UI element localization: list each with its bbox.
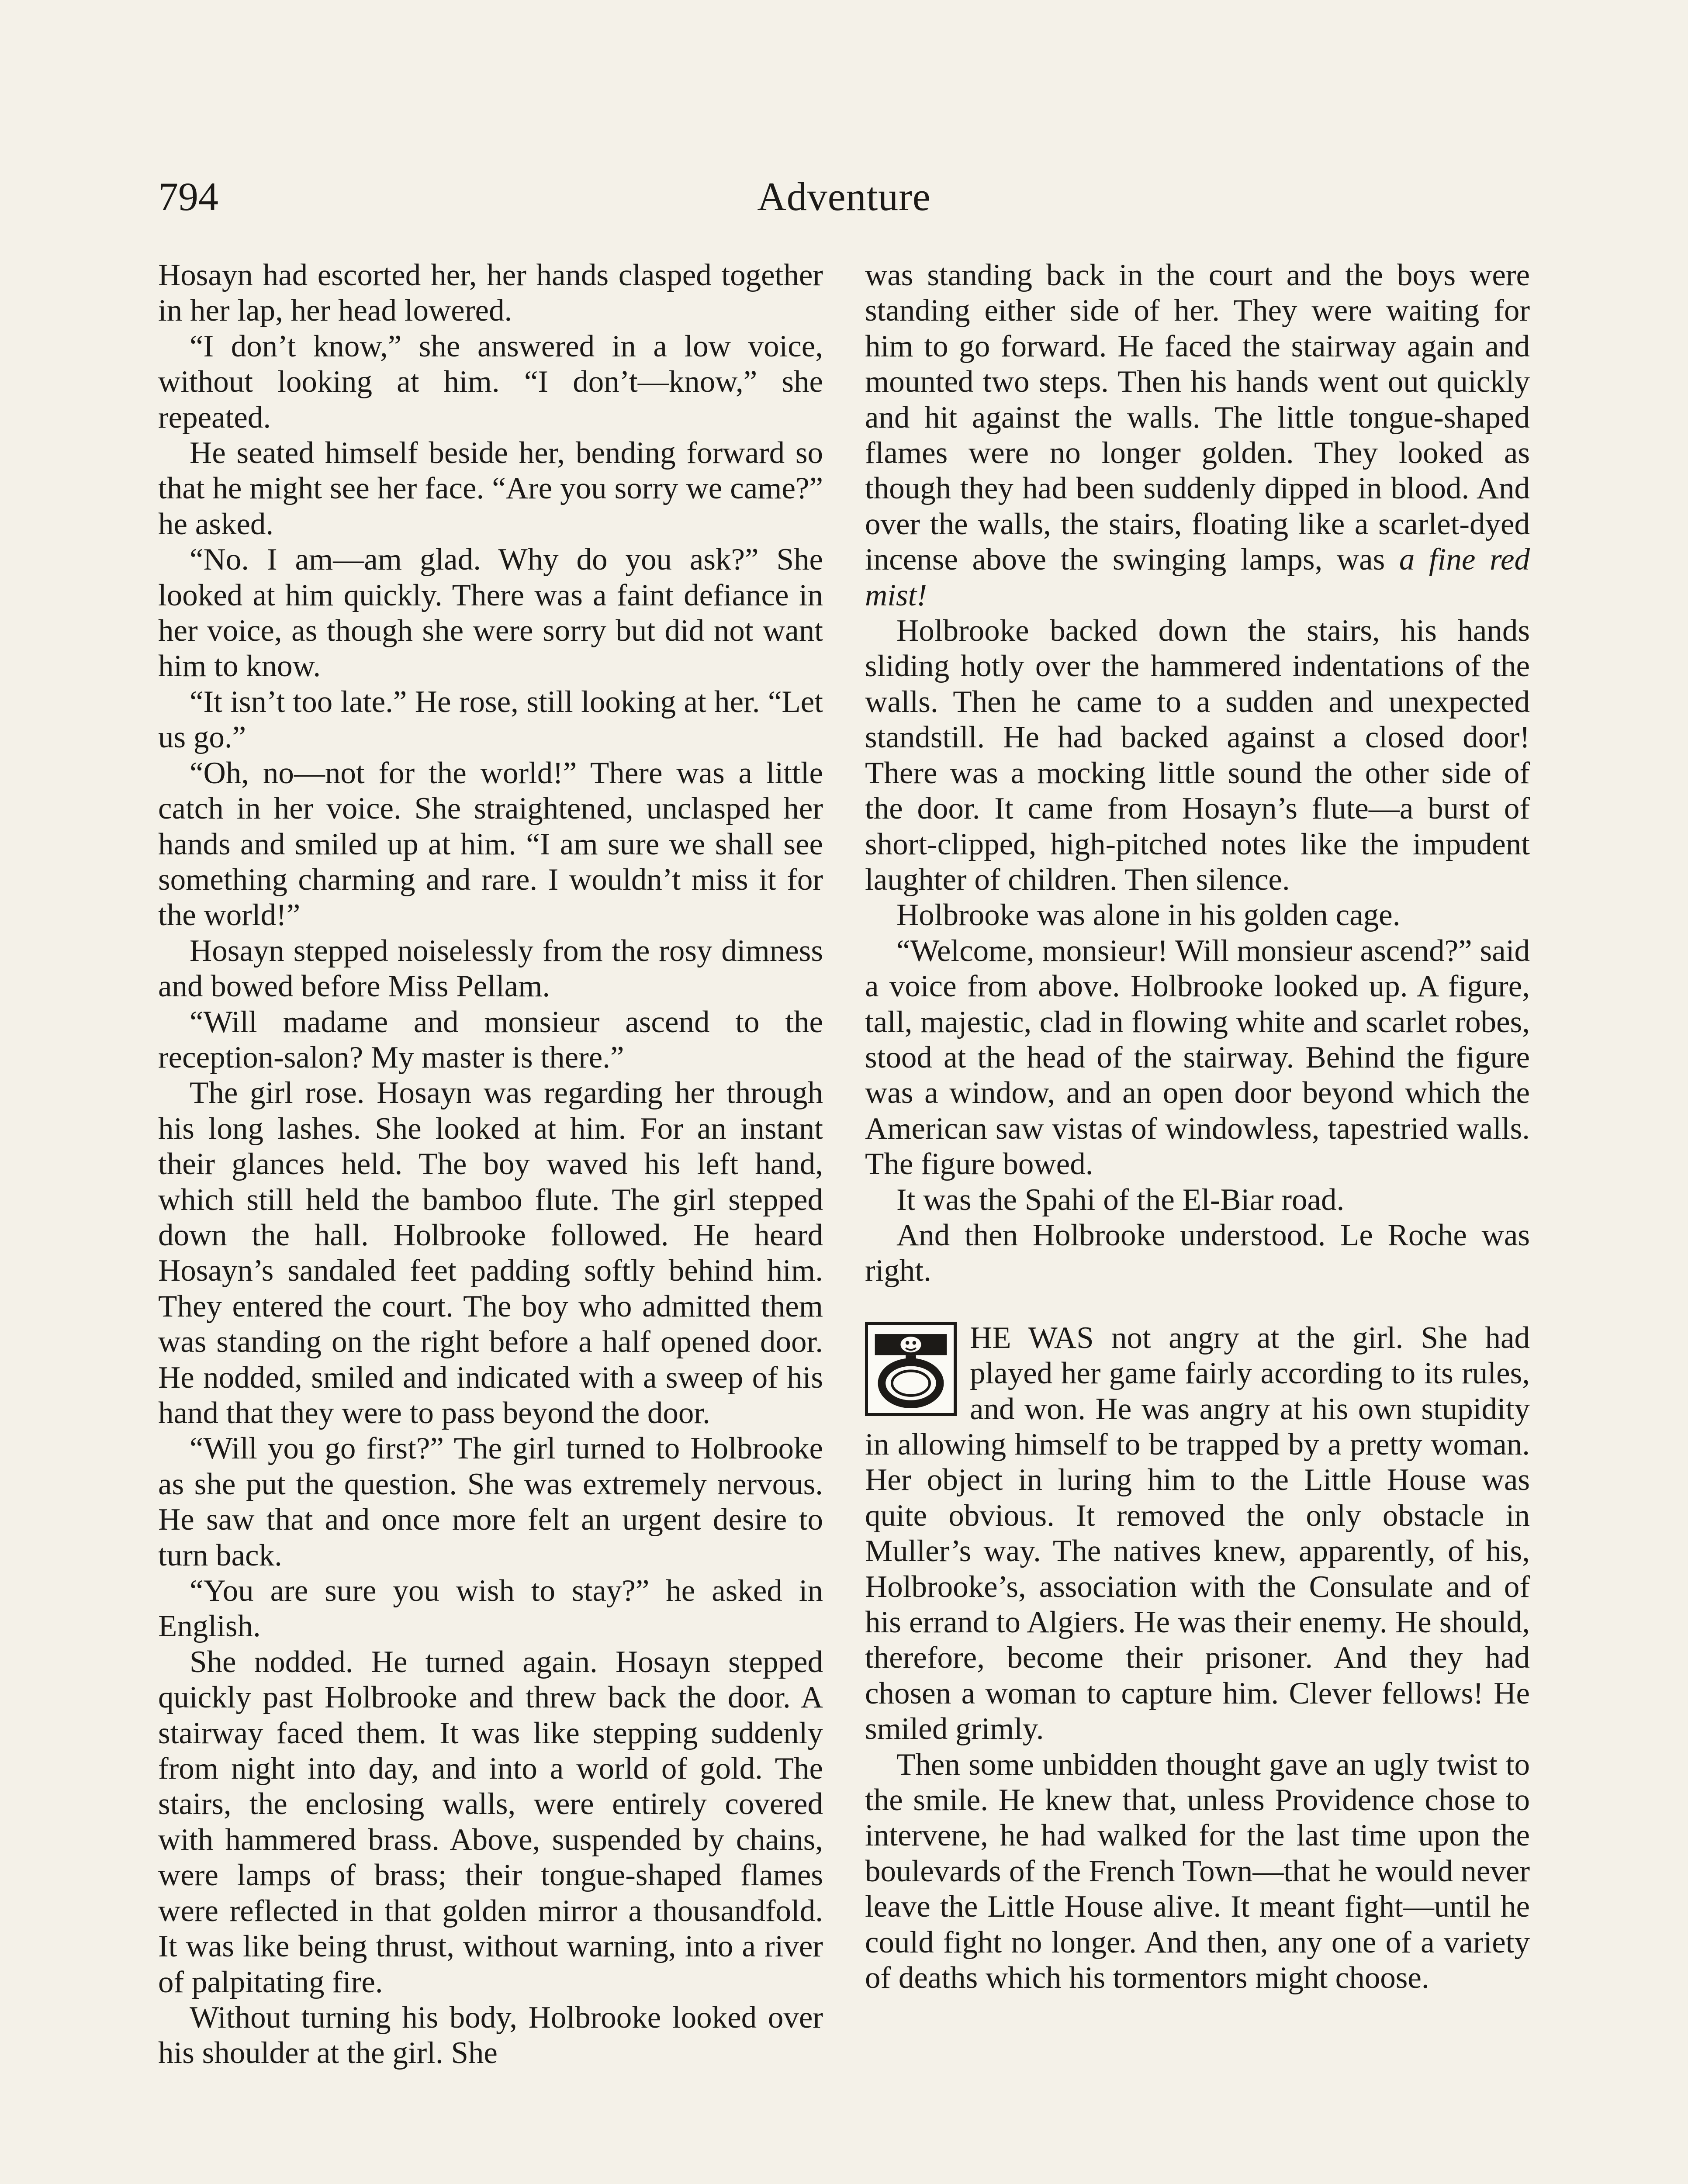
- paragraph: “Oh, no—not for the world!” There was a little catch in her voice. She straightened, unclasped her hands and smiled up at him. “I am sure we shall see something charming and rare. I wouldn’t miss it for the world!”: [158, 756, 823, 933]
- continuation-text: was standing back in the court and the boys were standing either side of her. They were waiting for him to go forward. He faced the stairway again and mounted two steps. Then his hands went out quickly and hit against the walls. The little tongue-shaped flames were no longer golden. They looked as though they had been suddenly dipped in blood. And over the walls, the stairs, floating like a scarlet-dyed incense above the swinging lamps, was: [865, 258, 1530, 577]
- paragraph: It was the Spahi of the El-Biar road.: [896, 1182, 1345, 1217]
- page-number: 794: [158, 174, 218, 219]
- paragraph-continuation: [865, 258, 1530, 613]
- ornamental-dropcap-icon: [865, 1322, 957, 1416]
- section-lead-text: HE WAS not angry at the girl. She had played her game fairly according to its rules, and won. He was angry at his own stupidity in allowing himself to be trapped by a pretty woman. Her object in luring him to the Little House was quite obvious. It removed the only obstacle in Muller’s way. The natives knew, apparently, of his, Holbrooke’s, association with the Consulate and of his errand to Algiers. He was their enemy. He should, therefore, become their prisoner. And they had chosen a woman to capture him. Clever fellows! He smiled grimly.: [865, 1320, 1530, 1746]
- paragraph: Holbrooke was alone in his golden cage.: [896, 898, 1401, 933]
- paragraph: “Will you go first?” The girl turned to Holbrooke as she put the question. She was extremely nervous. He saw that and once more felt an urgent desire to turn back.: [158, 1431, 823, 1572]
- paragraph: Hosayn stepped noiselessly from the rosy dimness and bowed before Miss Pellam.: [158, 933, 823, 1004]
- paragraph: He seated himself beside her, bending forward so that he might see her face. “Are you sorry we came?” he asked.: [158, 436, 823, 541]
- paragraph: “I don’t know,” she answered in a low voice, without looking at him. “I don’t—know,” she repeated.: [158, 329, 823, 435]
- paragraph: She nodded. He turned again. Hosayn stepped quickly past Holbrooke and threw back the door. A stairway faced them. It was like stepping suddenly from night into day, and into a world of gold. The stairs, the enclosing walls, were entirely covered with hammered brass. Above, suspended by chains, were lamps of brass; their tongue-shaped flames were reflected in that golden mirror a thousandfold. It was like being thrust, without warning, into a river of palpitating fire.: [158, 1645, 823, 1999]
- paragraph: “No. I am—am glad. Why do you ask?” She looked at him quickly. There was a faint defiance in her voice, as though she were sorry but did not want him to know.: [158, 543, 823, 684]
- paragraph: “Welcome, monsieur! Will monsieur ascend?” said a voice from above. Holbrooke looked up. A figure, tall, majestic, clad in flowing white and scarlet robes, stood at the head of the stairway. Behind the figure was a window, and an open door beyond which the American saw vistas of windowless, tapestried walls. The figure bowed.: [865, 933, 1530, 1182]
- paragraph: The girl rose. Hosayn was regarding her through his long lashes. She looked at him. For an instant their glances held. The boy waved his left hand, which still held the bamboo flute. The girl stepped down the hall. Holbrooke followed. He heard Hosayn’s sandaled feet padding softly behind him. They entered the court. The boy who admitted them was standing on the right before a half opened door. He nodded, smiled and indicated with a sweep of his hand that they were to pass beyond the door.: [158, 1076, 823, 1430]
- right-column: [865, 258, 1530, 1996]
- left-column: [158, 258, 823, 2071]
- paragraph: And then Holbrooke understood. Le Roche was right.: [865, 1218, 1530, 1288]
- paragraph: “You are sure you wish to stay?” he asked in English.: [158, 1574, 823, 1644]
- paragraph: Then some unbidden thought gave an ugly twist to the smile. He knew that, unless Providence chose to intervene, he had walked for the last time upon the boulevards of the French Town—that he would never leave the Little House alive. It meant fight—until he could fight no longer. And then, any one of a variety of deaths which his tormentors might choose.: [865, 1747, 1530, 1995]
- paragraph: Without turning his body, Holbrooke looked over his shoulder at the girl. She: [158, 2000, 823, 2070]
- section-lead-paragraph: [865, 1320, 1530, 1747]
- page-header: [158, 170, 1530, 232]
- paragraph: Hosayn had escorted her, her hands clasped together in her lap, her head lowered.: [158, 258, 823, 328]
- paragraph: “It isn’t too late.” He rose, still looking at her. “Let us go.”: [158, 684, 823, 755]
- paragraph: Holbrooke backed down the stairs, his hands sliding hotly over the hammered indentations of the walls. Then he came to a sudden and unexpected standstill. He had backed against a closed door! There was a mocking little sound the other side of the door. It came from Hosayn’s flute—a burst of short-clipped, high-pitched notes like the impudent laughter of children. Then silence.: [865, 614, 1530, 897]
- italic-phrase: a fine red mist!: [865, 543, 1530, 612]
- running-title: Adventure: [757, 174, 931, 219]
- paragraph: “Will madame and monsieur ascend to the reception-salon? My master is there.”: [158, 1005, 823, 1075]
